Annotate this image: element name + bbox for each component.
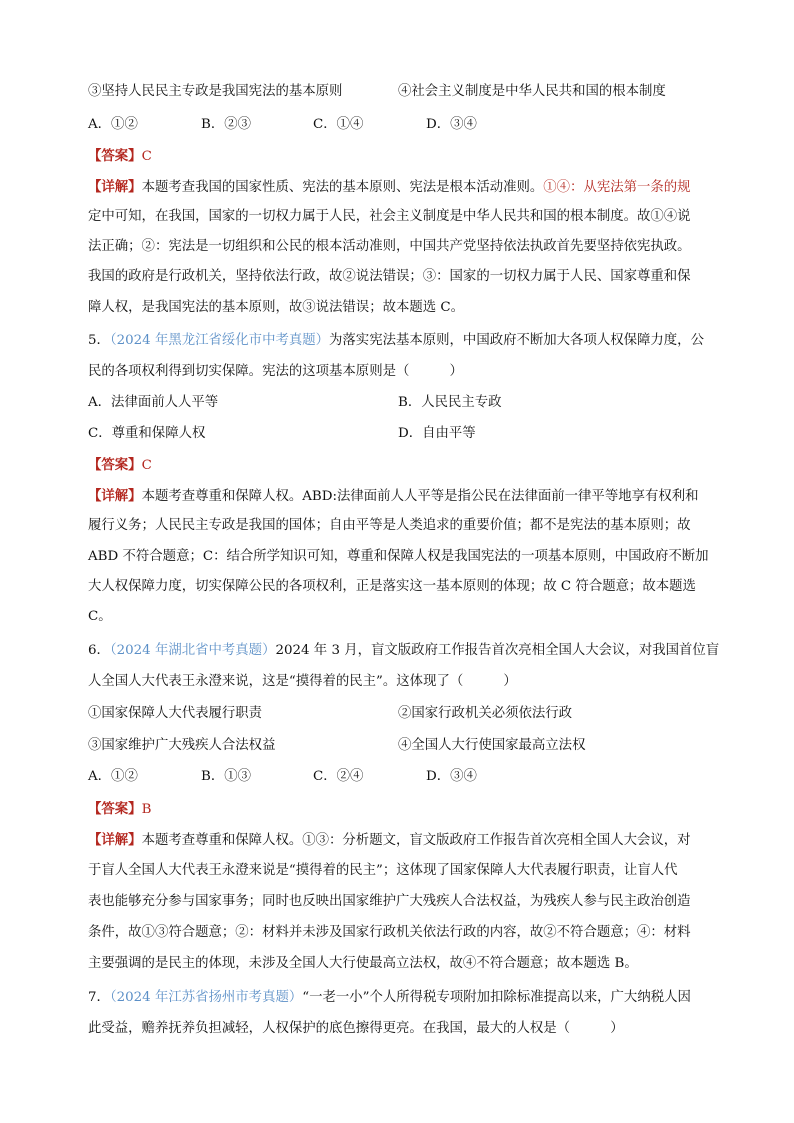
detail-tag: 【详解】: [88, 179, 142, 195]
q6-choice-a: A．①②: [88, 769, 138, 784]
q6-detail-line-1: 【详解】本题考查尊重和保障人权。①③：分析题文，盲文版政府工作报告首次亮相全国人大会议，对: [88, 832, 691, 848]
answer-value: B: [141, 802, 152, 817]
q6-stem-line-1: 6．（2024 年湖北省中考真题）2024 年 3 月，盲文版政府工作报告首次亮相全国人大会议，对我国首位盲: [88, 643, 720, 658]
q5-detail-line-4: 大人权保障力度，切实保障公民的各项权利，正是落实这一基本原则的体现；故 C 符合题意；故本题选: [88, 579, 696, 594]
q7-stem-line-1: 7．（2024 年江苏省扬州市考真题）“一老一小”个人所得税专项附加扣除标准提高以来，广大纳税人因: [88, 990, 691, 1005]
q4-choice-c: C．①④: [313, 117, 364, 132]
question-source: （2024 年黑龙江省绥化市中考真题）: [109, 333, 330, 348]
q6-answer: [88, 799, 151, 820]
q4-choice-d: D．③④: [426, 117, 477, 132]
q5-detail-line-3: ABD 不符合题意；C：结合所学知识可知，尊重和保障人权是我国宪法的一项基本原则，中国政府不断加: [88, 549, 709, 564]
answer-tag: 【答案】: [88, 457, 142, 473]
q6-detail-line-2: 于盲人全国人大代表王永澄来说是“摸得着的民主”；这体现了国家保障人大代表履行职责，让盲人代: [88, 863, 678, 878]
q4-option-3: ③坚持人民民主专政是我国宪法的基本原则: [88, 84, 343, 99]
q5-choice-a: A．法律面前人人平等: [88, 395, 219, 410]
q5-detail-line-2: 履行义务；人民民主专政是我国的国体；自由平等是人类追求的重要价值；都不是宪法的基本原则；故: [88, 518, 691, 533]
q5-detail-line-1: 【详解】本题考查尊重和保障人权。ABD:法律面前人人平等是指公民在法律面前一律平等地享有权利和: [88, 488, 699, 504]
q6-detail-line-3: 表也能够充分参与国家事务；同时也反映出国家维护广大残疾人合法权益，为残疾人参与民主政治创造: [88, 894, 691, 909]
q4-choice-a: A．①②: [88, 117, 138, 132]
q6-option-2: ②国家行政机关必须依法行政: [398, 706, 573, 721]
q6-choice-b: B．①③: [201, 769, 252, 784]
q6-option-4: ④全国人大行使国家最高立法权: [398, 738, 586, 753]
q5-choice-b: B．人民民主专政: [398, 395, 502, 410]
question-source: （2024 年江苏省扬州市考真题）: [109, 990, 303, 1005]
q6-choice-d: D．③④: [426, 769, 477, 784]
answer-value: C: [141, 149, 152, 164]
q4-detail-line-2: 定中可知，在我国，国家的一切权力属于人民，社会主义制度是中华人民共和国的根本制度。故①④说: [88, 209, 691, 224]
q7-stem-line-2: 此受益，赡养抚养负担减轻，人权保护的底色擦得更亮。在我国，最大的人权是（ ）: [88, 1021, 624, 1036]
q4-detail-line-1: 【详解】本题考查我国的国家性质、宪法的基本原则、宪法是根本活动准则。①④：从宪法第一条的规: [88, 179, 691, 195]
q5-stem-line-1: 5．（2024 年黑龙江省绥化市中考真题）为落实宪法基本原则，中国政府不断加大各项人权保障力度，公: [88, 333, 704, 348]
question-number: 6．: [88, 643, 110, 658]
q6-option-3: ③国家维护广大残疾人合法权益: [88, 738, 276, 753]
q5-choice-d: D．自由平等: [398, 426, 476, 441]
q5-detail-line-5: C。: [88, 609, 112, 624]
q6-stem-line-2: 人全国人大代表王永澄来说，这是“摸得着的民主”。这体现了（ ）: [88, 674, 517, 689]
q6-detail-line-5: 主要强调的是民主的体现，未涉及全国人大行使最高立法权，故④不符合题意；故本题选 B。: [88, 956, 638, 971]
q4-detail-line-4: 我国的政府是行政机关，坚持依法行政，故②说法错误；③：国家的一切权力属于人民、国家尊重和保: [88, 269, 691, 284]
q4-choice-b: B．②③: [201, 117, 252, 132]
detail-tag: 【详解】: [88, 488, 142, 504]
q5-stem-line-2: 民的各项权利得到切实保障。宪法的这项基本原则是（ ）: [88, 364, 463, 379]
q6-detail-line-4: 条件，故①③符合题意；②：材料并未涉及国家行政机关依法行政的内容，故②不符合题意；④：材料: [88, 925, 691, 940]
detail-tag: 【详解】: [88, 832, 142, 848]
answer-tag: 【答案】: [88, 801, 142, 817]
q5-choice-c: C．尊重和保障人权: [88, 426, 206, 441]
answer-value: C: [141, 458, 152, 473]
q4-detail-line-5: 障人权，是我国宪法的基本原则，故③说法错误；故本题选 C。: [88, 300, 465, 315]
q6-option-1: ①国家保障人大代表履行职责: [88, 706, 263, 721]
question-number: 5．: [88, 333, 110, 348]
q4-detail-line-3: 法正确；②：宪法是一切组织和公民的根本活动准则，中国共产党坚持依法执政首先要坚持依宪执政。: [88, 239, 691, 254]
q4-option-4: ④社会主义制度是中华人民共和国的根本制度: [398, 84, 666, 99]
question-source: （2024 年湖北省中考真题）: [109, 643, 276, 658]
q4-answer: [88, 146, 152, 167]
q6-choice-c: C．②④: [313, 769, 364, 784]
question-number: 7．: [88, 990, 110, 1005]
answer-tag: 【答案】: [88, 148, 142, 164]
q5-answer: [88, 455, 152, 476]
